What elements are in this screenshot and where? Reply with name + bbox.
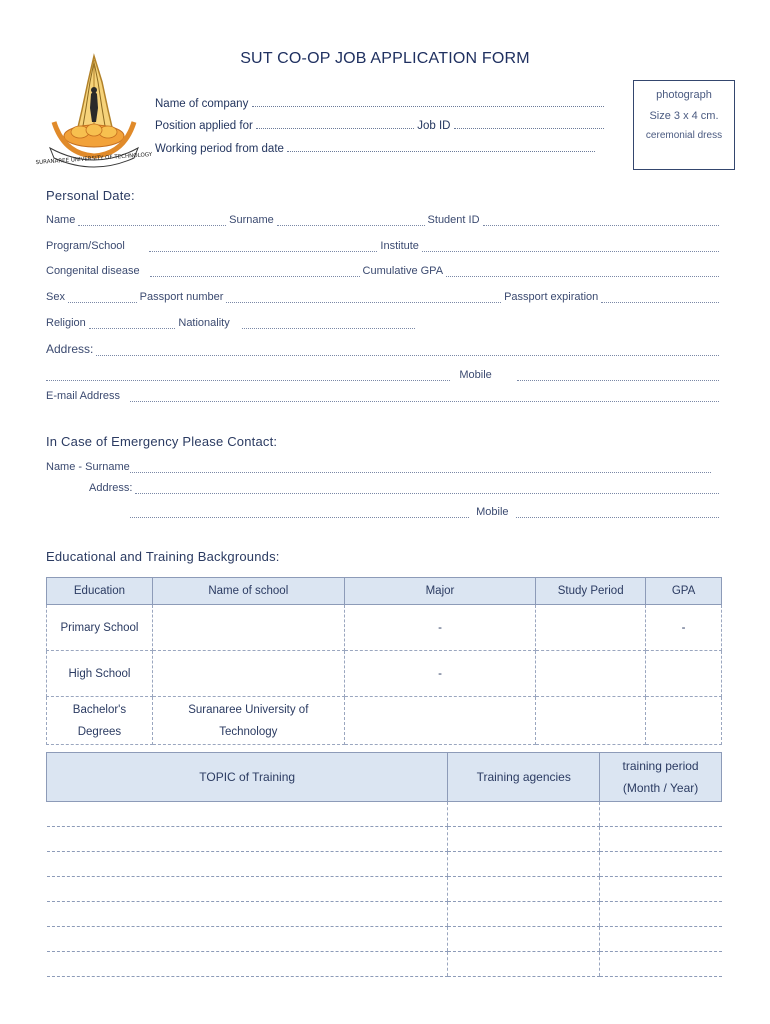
- emergency-name-label: Name - Surname: [46, 461, 130, 473]
- gpa-cell[interactable]: -: [646, 605, 722, 651]
- col-major: Major: [344, 578, 536, 605]
- education-level: Bachelor's Degrees: [47, 697, 153, 745]
- sex-label: Sex: [46, 291, 65, 303]
- gpa-label: Cumulative GPA: [362, 265, 444, 277]
- education-level: High School: [47, 651, 153, 697]
- table-row: [47, 697, 722, 745]
- sex-row[interactable]: [46, 290, 722, 303]
- period-cell[interactable]: [536, 651, 646, 697]
- table-row: [47, 651, 722, 697]
- name-row[interactable]: [46, 213, 722, 226]
- address-row[interactable]: [46, 343, 722, 356]
- col-school: Name of school: [152, 578, 344, 605]
- period-cell[interactable]: [536, 605, 646, 651]
- school-cell[interactable]: [152, 651, 344, 697]
- emergency-address-row[interactable]: [89, 481, 722, 494]
- education-level: Primary School: [47, 605, 153, 651]
- job-id-label: Job ID: [417, 120, 451, 132]
- table-row[interactable]: [47, 952, 722, 977]
- passport-exp-label: Passport expiration: [504, 291, 599, 303]
- col-agencies: Training agencies: [448, 753, 600, 802]
- disease-label: Congenital disease: [46, 265, 140, 277]
- training-table: [46, 752, 722, 977]
- photo-label: photograph: [656, 89, 712, 101]
- col-study-period: Study Period: [536, 578, 646, 605]
- passport-label: Passport number: [139, 291, 224, 303]
- personal-heading: Personal Date:: [46, 188, 135, 203]
- program-row[interactable]: [46, 239, 722, 252]
- education-table: [46, 577, 722, 745]
- position-field[interactable]: [155, 118, 604, 132]
- email-row[interactable]: [46, 389, 722, 402]
- institute-label: Institute: [380, 240, 419, 252]
- working-period-field[interactable]: [155, 141, 595, 155]
- emergency-name-row[interactable]: [46, 460, 714, 473]
- svg-text:SURANAREE UNIVERSITY OF TECHNO: SURANAREE UNIVERSITY OF TECHNOLOGY: [35, 151, 153, 167]
- company-label: Name of company: [155, 98, 249, 110]
- training-period-label: training period: [622, 759, 699, 773]
- period-cell[interactable]: [536, 697, 646, 745]
- religion-label: Religion: [46, 317, 86, 329]
- nationality-label: Nationality: [178, 317, 230, 329]
- emergency-address-label: Address:: [89, 482, 133, 494]
- position-label: Position applied for: [155, 120, 253, 132]
- photo-box[interactable]: [633, 80, 735, 170]
- table-row[interactable]: [47, 827, 722, 852]
- table-row[interactable]: [47, 902, 722, 927]
- major-cell[interactable]: -: [344, 651, 536, 697]
- form-title: SUT CO-OP JOB APPLICATION FORM: [240, 50, 530, 67]
- education-header-row: [47, 578, 722, 605]
- major-cell[interactable]: [344, 697, 536, 745]
- university-logo: [35, 52, 153, 176]
- gpa-cell[interactable]: [646, 651, 722, 697]
- emergency-heading: In Case of Emergency Please Contact:: [46, 434, 278, 449]
- address-mobile-row[interactable]: [46, 368, 722, 381]
- col-education: Education: [47, 578, 153, 605]
- major-cell[interactable]: -: [344, 605, 536, 651]
- col-gpa: GPA: [646, 578, 722, 605]
- religion-row[interactable]: [46, 316, 418, 329]
- name-label: Name: [46, 214, 76, 226]
- table-row[interactable]: [47, 802, 722, 827]
- email-label: E-mail Address: [46, 390, 120, 402]
- student-id-label: Student ID: [427, 214, 480, 226]
- emergency-mobile-label: Mobile: [476, 506, 509, 518]
- table-row[interactable]: [47, 877, 722, 902]
- emergency-mobile-row[interactable]: [130, 505, 722, 518]
- surname-label: Surname: [229, 214, 274, 226]
- disease-row[interactable]: [46, 264, 722, 277]
- photo-size: Size 3 x 4 cm.: [649, 110, 719, 122]
- col-topic: TOPIC of Training: [47, 753, 448, 802]
- gpa-cell[interactable]: [646, 697, 722, 745]
- training-period-unit: (Month / Year): [622, 781, 699, 795]
- school-cell[interactable]: [152, 605, 344, 651]
- col-training-period: [600, 753, 722, 802]
- working-period-label: Working period from date: [155, 143, 284, 155]
- school-cell[interactable]: Suranaree University of Technology: [152, 697, 344, 745]
- education-heading: Educational and Training Backgrounds:: [46, 549, 280, 564]
- table-row: [47, 605, 722, 651]
- address-label: Address:: [46, 342, 94, 356]
- table-row[interactable]: [47, 927, 722, 952]
- training-header-row: [47, 753, 722, 802]
- mobile-label: Mobile: [459, 369, 492, 381]
- table-row[interactable]: [47, 852, 722, 877]
- company-field[interactable]: [155, 96, 604, 110]
- program-label: Program/School: [46, 240, 125, 252]
- photo-dress: ceremonial dress: [645, 130, 723, 141]
